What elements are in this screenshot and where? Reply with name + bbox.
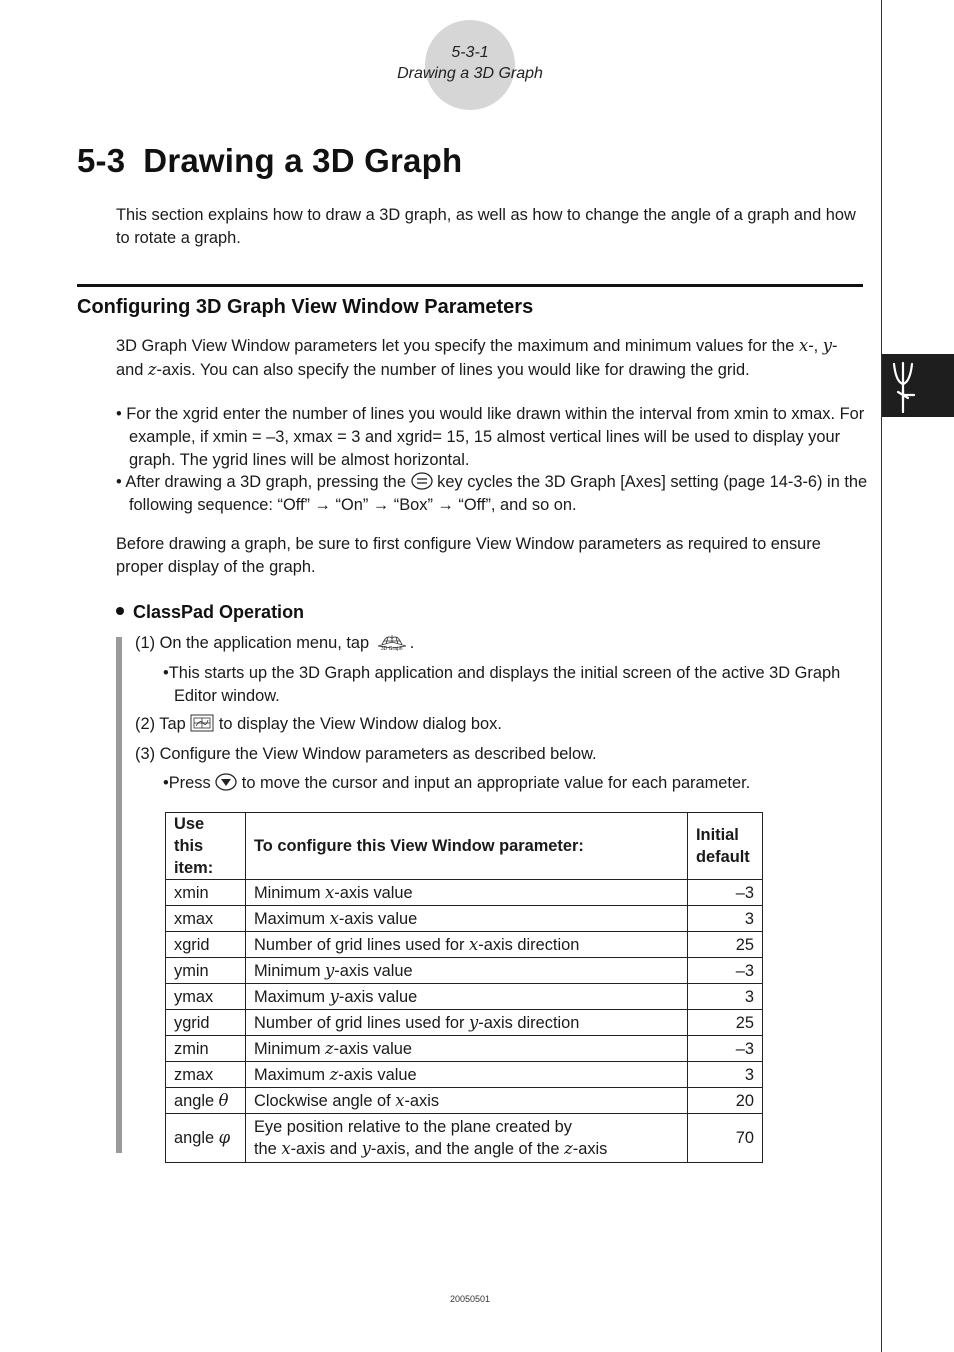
var-y: y — [822, 336, 833, 355]
para1-line1: 3D Graph View Window parameters let you specify the maximum and minimum values for — [116, 337, 768, 355]
section-paragraph-1 — [116, 334, 866, 382]
row-default: 3 — [688, 906, 763, 932]
section-paragraph-2: Before drawing a graph, be sure to first configure View Window parameters as required to ensure proper display of the graph. — [116, 535, 821, 576]
chapter-title-text: Drawing a 3D Graph — [143, 142, 463, 179]
desc-pre: Maximum — [254, 1065, 330, 1084]
row-description — [246, 932, 688, 958]
desc-post: -axis value — [334, 961, 413, 980]
view-window-icon — [190, 714, 214, 732]
table-row — [166, 880, 763, 906]
row-item: ymax — [166, 984, 246, 1010]
table-row — [166, 984, 763, 1010]
chapter-tab — [882, 354, 954, 417]
row-item: ygrid — [166, 1010, 246, 1036]
desc-var: x — [329, 908, 339, 928]
row-item: xmin — [166, 880, 246, 906]
table-row — [166, 1062, 763, 1088]
table-row — [166, 1036, 763, 1062]
desc-pre: Maximum — [254, 909, 330, 928]
header-section-title: Drawing a 3D Graph — [397, 65, 543, 82]
table-header-row — [166, 813, 763, 880]
row-description — [246, 1114, 688, 1163]
row-item: ymin — [166, 958, 246, 984]
row-description — [246, 1062, 688, 1088]
table-row — [166, 1010, 763, 1036]
para1-pre: the — [771, 337, 799, 355]
desc-var-x: x — [281, 1139, 291, 1158]
desc-pre: Minimum — [254, 1039, 326, 1058]
row-default: 20 — [688, 1088, 763, 1114]
desc-var-z: z — [564, 1139, 573, 1158]
desc-post: -axis — [404, 1091, 440, 1110]
desc-post: -axis direction — [478, 935, 580, 954]
var-z: z — [147, 360, 157, 379]
bullet-xgrid: • For the xgrid enter the number of lines you would like drawn within the interval from xmin to xmax. For example, if xmin = –3, xmax = 3 and xgrid= 15, 15 almost vertical lines will be used to display your graph. The ygrid lines will be almost horizontal. — [116, 405, 865, 469]
operation-heading-text: ClassPad Operation — [133, 602, 305, 622]
section-divider — [77, 284, 863, 287]
step3-note-pre: •Press — [163, 774, 211, 792]
desc-var: y — [325, 960, 335, 980]
header-initial-default: Initial default — [688, 813, 763, 880]
bullet-axes-key — [116, 471, 879, 517]
chapter-number: 5-3 — [77, 142, 126, 179]
table-row — [166, 1088, 763, 1114]
row-item — [166, 1088, 246, 1114]
table-row — [166, 932, 763, 958]
row-item: xmax — [166, 906, 246, 932]
bullet2-pre: • After drawing a 3D graph, pressing the — [116, 473, 407, 491]
header-parameter: To configure this View Window parameter: — [246, 813, 688, 880]
step-3-note — [163, 772, 879, 795]
step2-post: to display the View Window dialog box. — [218, 715, 502, 733]
desc-post: -axis — [572, 1140, 608, 1158]
step1-post: . — [409, 634, 415, 652]
step-3: (3) Configure the View Window parameters as described below. — [135, 745, 597, 763]
step1-pre: (1) On the application menu, tap — [135, 634, 370, 652]
row-item: zmin — [166, 1036, 246, 1062]
row-description — [246, 984, 688, 1010]
margin-rule — [881, 0, 882, 1352]
para1-sep1: -, — [808, 337, 823, 355]
bullet-dot-icon — [116, 607, 124, 615]
section-title: Configuring 3D Graph View Window Parameters — [77, 296, 534, 318]
desc-pre: Number of grid lines used for — [254, 935, 469, 954]
row-description — [246, 1036, 688, 1062]
row-default: –3 — [688, 1036, 763, 1062]
row-default: 3 — [688, 984, 763, 1010]
chapter-title — [77, 142, 462, 180]
row-default: –3 — [688, 880, 763, 906]
desc-post: -axis value — [334, 883, 413, 902]
view-window-parameter-table — [165, 812, 763, 1163]
row-description — [246, 906, 688, 932]
row-description — [246, 1088, 688, 1114]
var-x: x — [798, 336, 809, 355]
row-description — [246, 958, 688, 984]
cursor-down-key-icon — [215, 773, 237, 791]
equals-key-icon — [411, 472, 433, 490]
row-default: 25 — [688, 932, 763, 958]
table-row — [166, 906, 763, 932]
para1-sep2: - and — [116, 337, 838, 379]
para1-post: -axis. You can also specify the number of lines you would like for drawing the grid. — [156, 361, 750, 379]
operation-side-bar — [116, 637, 122, 1153]
phi-symbol: φ — [218, 1128, 231, 1147]
desc-var-y: y — [361, 1139, 371, 1158]
desc-pre: Minimum — [254, 961, 326, 980]
desc-var: x — [469, 934, 479, 954]
desc-pre: Number of grid lines used for — [254, 1013, 469, 1032]
row-description — [246, 1010, 688, 1036]
theta-symbol: θ — [218, 1090, 229, 1110]
header-section-number: 5-3-1 — [451, 44, 489, 61]
row-item: xgrid — [166, 932, 246, 958]
desc-var: z — [325, 1038, 334, 1058]
table-row — [166, 1114, 763, 1163]
row-description — [246, 880, 688, 906]
desc-post: -axis value — [338, 987, 418, 1006]
graph-curve-icon — [882, 354, 954, 417]
3d-graph-app-icon — [374, 632, 410, 654]
table-row — [166, 958, 763, 984]
bullet2-post: key cycles the 3D Graph [Axes] setting (page 14-3-6) in the following sequence: “Off” → “On” → “Box” → “Off”, and so on. — [129, 473, 868, 514]
row-item: zmax — [166, 1062, 246, 1088]
desc-pre: Minimum — [254, 883, 326, 902]
app-icon-label: 3D Graph — [380, 646, 403, 652]
item-name: angle — [174, 1091, 215, 1110]
row-item — [166, 1114, 246, 1163]
step-1 — [135, 632, 414, 655]
step-1-note: •This starts up the 3D Graph application and displays the initial screen of the active 3D Graph Editor window. — [163, 664, 841, 705]
step-2 — [135, 713, 502, 736]
header-use-item: Use this item: — [166, 813, 246, 880]
desc-var: y — [329, 986, 339, 1006]
desc-pre: Maximum — [254, 987, 330, 1006]
row-default: 25 — [688, 1010, 763, 1036]
desc-post: -axis direction — [478, 1013, 580, 1032]
step2-pre: (2) Tap — [135, 715, 186, 733]
desc-pre: the — [254, 1140, 282, 1158]
row-default: 3 — [688, 1062, 763, 1088]
desc-pre: Clockwise angle of — [254, 1091, 396, 1110]
row-default: –3 — [688, 958, 763, 984]
footer-code: 20050501 — [449, 1294, 491, 1304]
row-default: 70 — [688, 1114, 763, 1163]
desc-var: x — [395, 1090, 405, 1110]
desc-mid1: -axis and — [290, 1140, 362, 1158]
classpad-operation-heading — [116, 602, 304, 623]
desc-mid2: -axis, and the angle of the — [370, 1140, 565, 1158]
desc-var: y — [469, 1012, 479, 1032]
desc-var: z — [329, 1064, 339, 1084]
item-name: angle — [174, 1129, 215, 1147]
desc-post: -axis value — [338, 1065, 417, 1084]
desc-post: -axis value — [338, 909, 418, 928]
desc-line1: Eye position relative to the plane created by — [254, 1118, 572, 1136]
desc-post: -axis value — [333, 1039, 413, 1058]
desc-var: x — [325, 882, 335, 902]
intro-paragraph: This section explains how to draw a 3D graph, as well as how to change the angle of a graph and how to rotate a graph. — [116, 206, 856, 247]
step3-note-post: to move the cursor and input an appropriate value for each parameter. — [241, 774, 751, 792]
